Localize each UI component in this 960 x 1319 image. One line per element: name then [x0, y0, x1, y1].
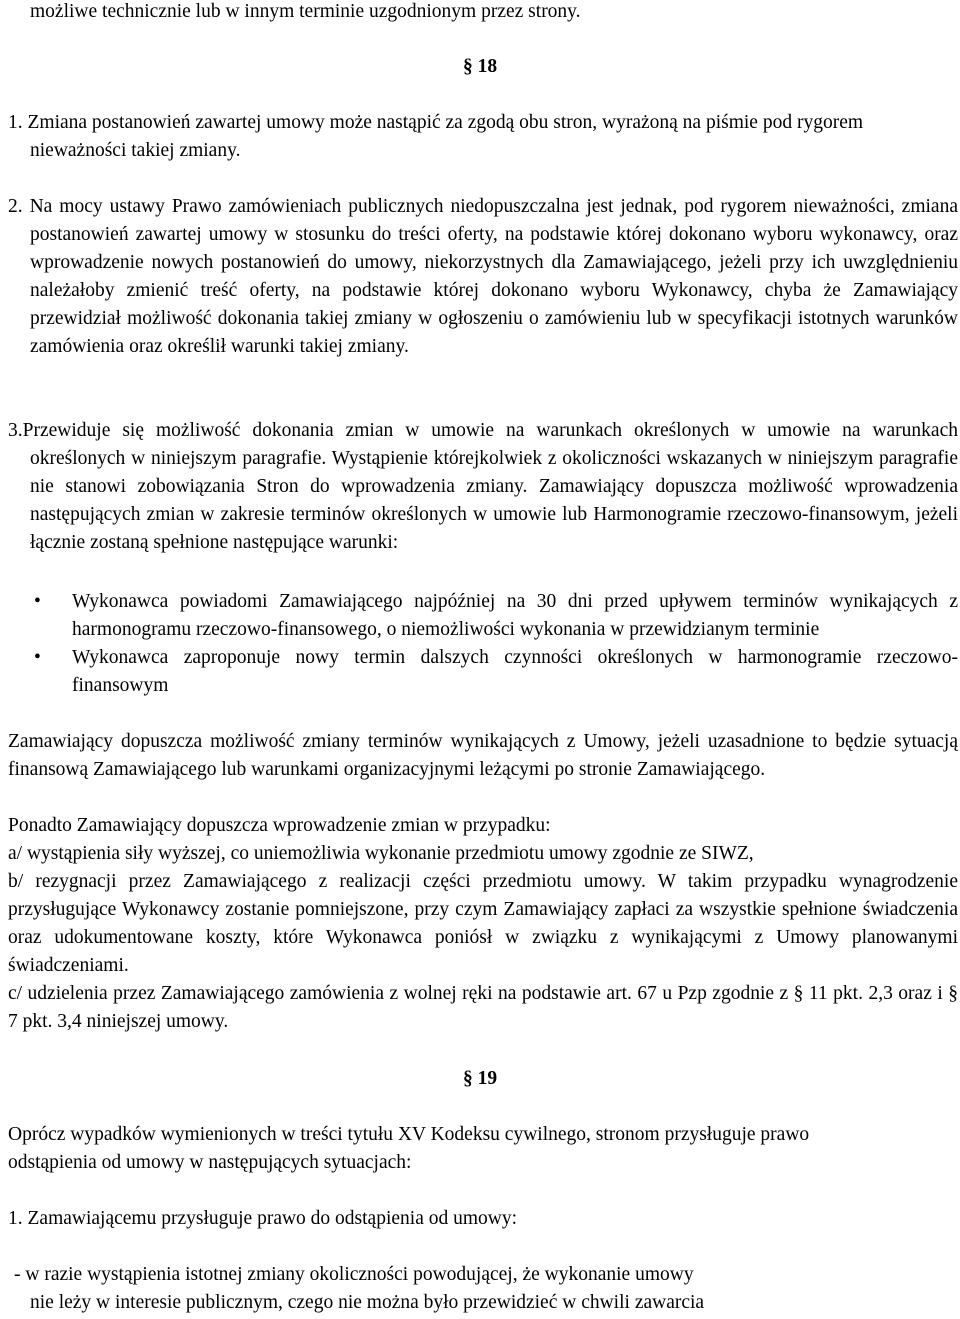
section-18-paragraph-5: Ponadto Zamawiający dopuszcza wprowadzenie zmian w przypadku:	[8, 815, 551, 836]
section-18-item-a: a/ wystąpienia siły wyższej, co uniemożliwia wykonanie przedmiotu umowy zgodnie ze SIWZ,	[8, 843, 754, 864]
section-18-heading: § 18	[462, 56, 498, 77]
list-item	[0, 644, 958, 700]
section-19-intro: Oprócz wypadków wymienionych w treści tytułu XV Kodeksu cywilnego, stronom przysługuje prawo odstąpienia od umowy w następujących sytuacjach:	[8, 1124, 810, 1173]
continuation-line: możliwe technicznie lub w innym terminie uzgodnionym przez strony.	[30, 1, 581, 22]
section-19-dash-line-2: nie leży w interesie publicznym, czego nie można było przewidzieć w chwili zawarcia	[30, 1292, 705, 1313]
section-19-dash-line-1: - w razie wystąpienia istotnej zmiany okoliczności powodującej, że wykonanie umowy	[14, 1264, 694, 1285]
section-19-heading: § 19	[462, 1068, 498, 1089]
conditions-list	[0, 588, 958, 700]
section-19-paragraph-1: 1. Zamawiającemu przysługuje prawo do odstąpienia od umowy:	[8, 1208, 518, 1229]
bullet-mark: •	[34, 647, 41, 668]
section-18-paragraph-2: 2. Na mocy ustawy Prawo zamówieniach publicznych niedopuszczalna jest jednak, pod rygorem nieważności, zmiana postanowień zawartej umowy w stosunku do treści oferty, na podstawie której dokonano wyboru wykonawcy, oraz wprowadzenie nowych postanowień do umowy, niekorzystnych dla Zamawiającego, jeżeli przy ich uwzględnieniu należałoby zmienić treść oferty, na podstawie której dokonano wyboru Wykonawcy, chyba że Zamawiający przewidział możliwość dokonania takiej zmiany w ogłoszeniu o zamówieniu lub w specyfikacji istotnych warunków zamówienia oraz określił warunki takiej zmiany.	[8, 196, 958, 357]
list-item	[0, 588, 958, 644]
section-18-paragraph-1: 1. Zmiana postanowień zawartej umowy może nastąpić za zgodą obu stron, wyrażoną na piśmie pod rygorem nieważności takiej zmiany.	[8, 112, 864, 161]
section-18-paragraph-4: Zamawiający dopuszcza możliwość zmiany terminów wynikających z Umowy, jeżeli uzasadnione to będzie sytuacją finansową Zamawiającego lub warunkami organizacyjnymi leżącymi po stronie Zamawiającego.	[8, 731, 958, 780]
section-18-item-c: c/ udzielenia przez Zamawiającego zamówienia z wolnej ręki na podstawie art. 67 u Pzp zgodnie z § 11 pkt. 2,3 oraz i § 7 pkt. 3,4 niniejszej umowy.	[8, 983, 958, 1032]
list-item-text: Wykonawca zaproponuje nowy termin dalszych czynności określonych w harmonogramie rzeczowo-finansowym	[72, 647, 958, 696]
list-item-text: Wykonawca powiadomi Zamawiającego najpóźniej na 30 dni przed upływem terminów wynikających z harmonogramu rzeczowo-finansowego, o niemożliwości wykonania w przewidzianym terminie	[72, 591, 958, 640]
section-18-item-b: b/ rezygnacji przez Zamawiającego z realizacji części przedmiotu umowy. W takim przypadku wynagrodzenie przysługujące Wykonawcy zostanie pomniejszone, przy czym Zamawiający zapłaci za wszystkie spełnione świadczenia oraz udokumentowane koszty, które Wykonawca poniósł w związku z wynikającymi z Umowy planowanymi świadczeniami.	[8, 871, 958, 976]
bullet-mark: •	[34, 591, 41, 612]
section-18-paragraph-3: 3.Przewiduje się możliwość dokonania zmian w umowie na warunkach określonych w umowie na warunkach określonych w niniejszym paragrafie. Wystąpienie którejkolwiek z okoliczności wskazanych w niniejszym paragrafie nie stanowi zobowiązania Stron do wprowadzenia zmiany. Zamawiający dopuszcza możliwość wprowadzenia następujących zmian w zakresie terminów określonych w umowie lub Harmonogramie rzeczowo-finansowym, jeżeli łącznie zostaną spełnione następujące warunki:	[8, 420, 958, 553]
